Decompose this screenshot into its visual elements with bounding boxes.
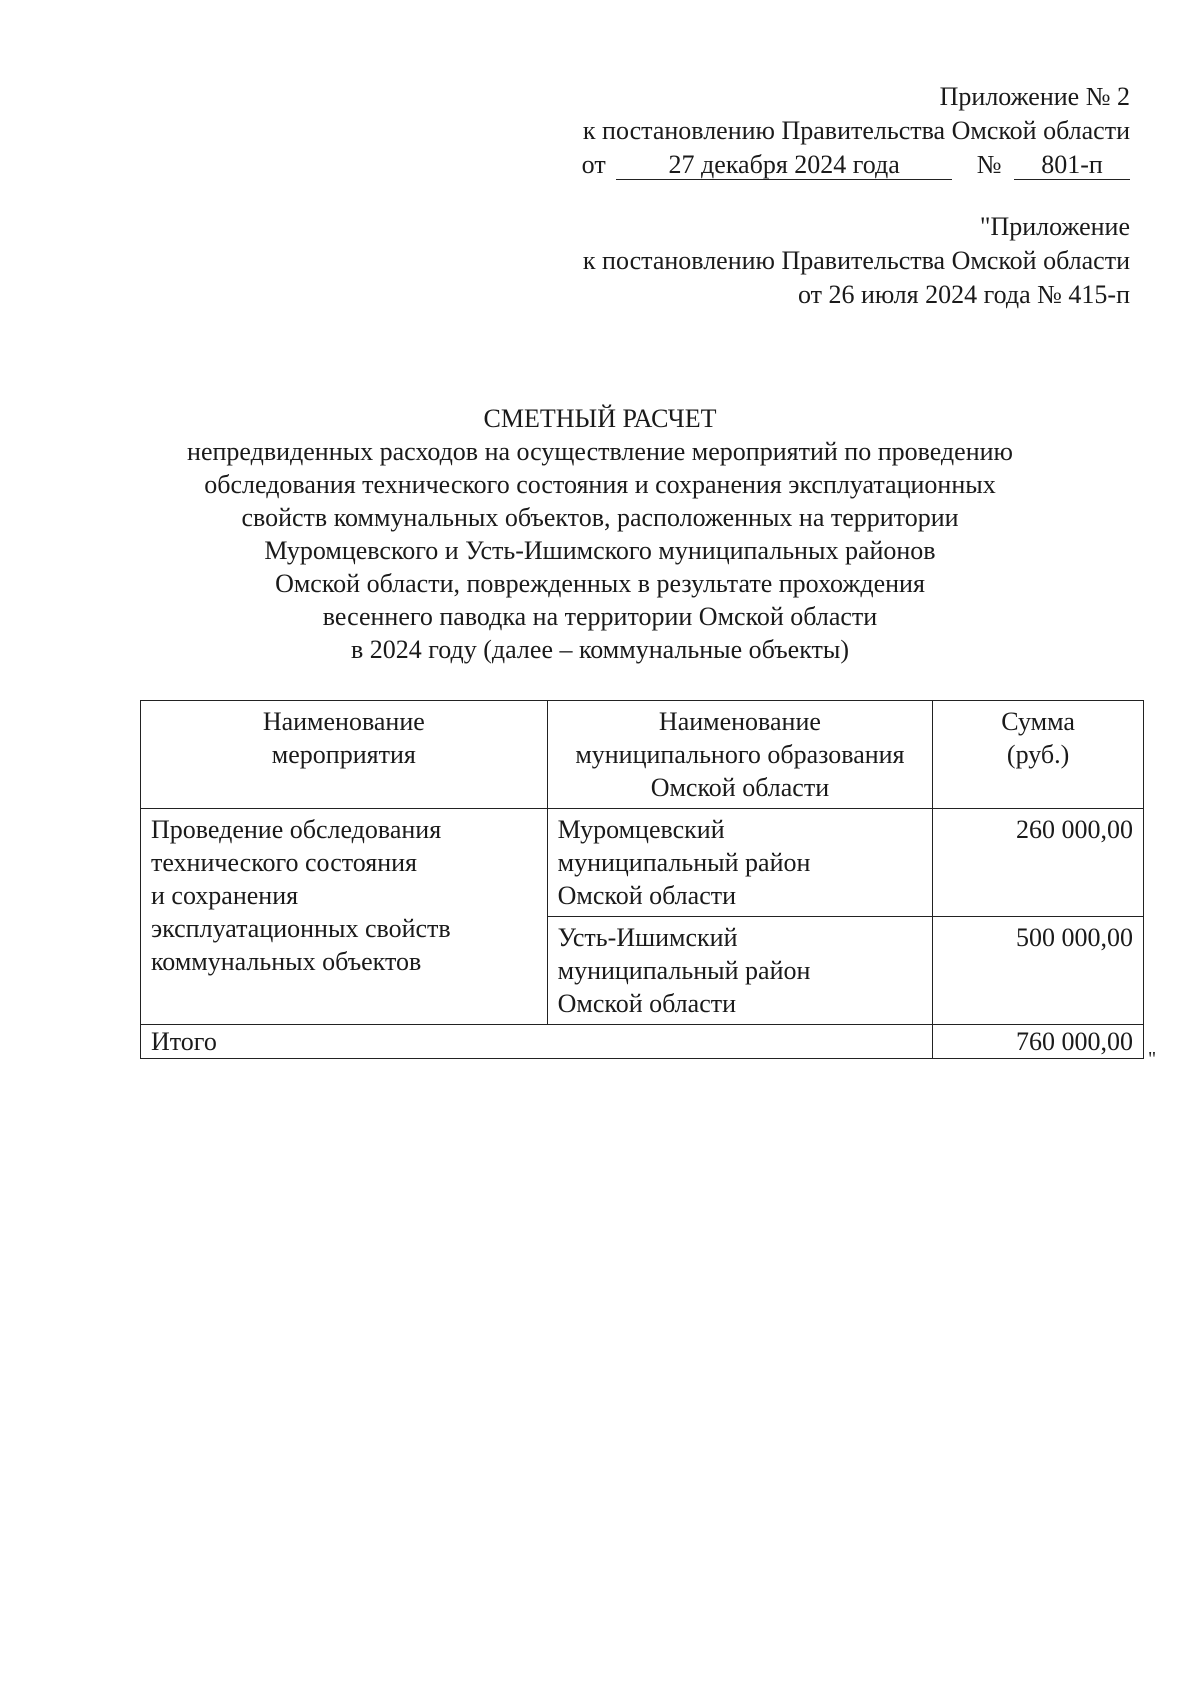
total-sum: 760 000,00	[933, 1025, 1144, 1059]
table-header-row	[141, 701, 1144, 809]
appendix-resolution-line: к постановлению Правительства Омской области	[582, 116, 1130, 145]
resolution-number: 801-п	[1014, 151, 1130, 180]
header-sum: Сумма (руб.)	[933, 701, 1144, 809]
activity-cell: Проведение обследования технического состояния и сохранения эксплуатационных свойств коммунальных объектов	[141, 809, 548, 1025]
original-resolution-line: к постановлению Правительства Омской области	[582, 246, 1130, 275]
title-line: Омской области, поврежденных в результате прохождения	[275, 569, 925, 598]
title-line: обследования технического состояния и сохранения эксплуатационных	[204, 470, 996, 499]
original-appendix-header	[583, 210, 1130, 312]
title-line: весеннего паводка на территории Омской области	[322, 602, 878, 631]
total-row	[141, 1025, 1144, 1059]
closing-quote: "	[1148, 1048, 1157, 1070]
resolution-date: 27 декабря 2024 года	[616, 151, 952, 180]
appendix-title: Приложение № 2	[939, 82, 1130, 111]
title-heading: СМЕТНЫЙ РАСЧЕТ	[483, 404, 717, 433]
from-label: от	[581, 150, 606, 179]
document-title	[100, 402, 1100, 666]
sum-cell: 500 000,00	[933, 917, 1144, 1025]
estimate-table	[140, 700, 1144, 1059]
appendix-header	[582, 80, 1130, 182]
header-municipality: Наименование муниципального образования Омской области	[547, 701, 933, 809]
title-line: в 2024 году (далее – коммунальные объекты)	[351, 635, 849, 664]
appendix-date-line	[582, 148, 1130, 182]
table-row	[141, 809, 1144, 917]
title-line: непредвиденных расходов на осуществление мероприятий по проведению	[187, 437, 1013, 466]
original-appendix-title: "Приложение	[979, 212, 1130, 241]
header-activity: Наименование мероприятия	[141, 701, 548, 809]
municipality-cell: Муромцевский муниципальный район Омской области	[547, 809, 933, 917]
title-line: свойств коммунальных объектов, расположенных на территории	[241, 503, 959, 532]
title-line: Муромцевского и Усть-Ишимского муниципальных районов	[264, 536, 936, 565]
total-label: Итого	[141, 1025, 933, 1059]
original-date-line: от 26 июля 2024 года № 415-п	[797, 280, 1130, 309]
number-label: №	[976, 150, 1002, 179]
municipality-cell: Усть-Ишимский муниципальный район Омской области	[547, 917, 933, 1025]
sum-cell: 260 000,00	[933, 809, 1144, 917]
